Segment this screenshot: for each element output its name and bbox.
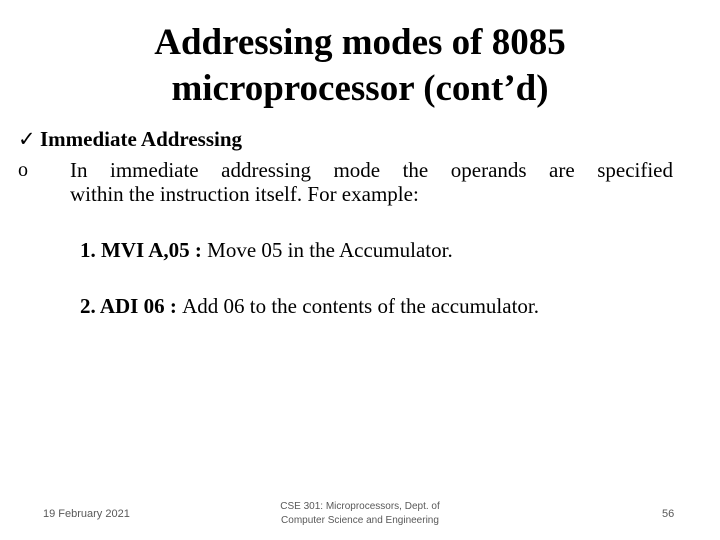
sub-bullet-paragraph: [18, 158, 673, 206]
example-2: [80, 294, 539, 319]
page-number: 56: [662, 508, 675, 520]
slide-title: [0, 20, 720, 112]
example-2-description: Add 06 to the contents of the accumulator.: [182, 294, 540, 318]
title-line-2: microprocessor (cont’d): [171, 68, 549, 109]
paragraph-line-2: within the instruction itself. For example:: [70, 182, 419, 206]
footer-course-line-2: Computer Science and Engineering: [281, 515, 439, 526]
footer-course-line-1: CSE 301: Microprocessors, Dept. of: [280, 501, 440, 512]
footer-course: [250, 500, 470, 528]
example-1-code: 1. MVI A,05 :: [80, 238, 208, 262]
checkmark-icon: ✓: [18, 127, 36, 151]
bullet-heading: [18, 127, 242, 152]
title-line-1: Addressing modes of 8085: [154, 22, 566, 63]
example-1: [80, 238, 453, 263]
example-2-code: 2. ADI 06 :: [80, 294, 183, 318]
example-1-description: Move 05 in the Accumulator.: [207, 238, 453, 262]
footer-date: 19 February 2021: [43, 508, 130, 520]
paragraph-line-1: In immediate addressing mode the operands are specified: [70, 158, 673, 182]
circle-bullet-icon: o: [18, 159, 28, 181]
bullet-heading-text: Immediate Addressing: [40, 127, 243, 151]
